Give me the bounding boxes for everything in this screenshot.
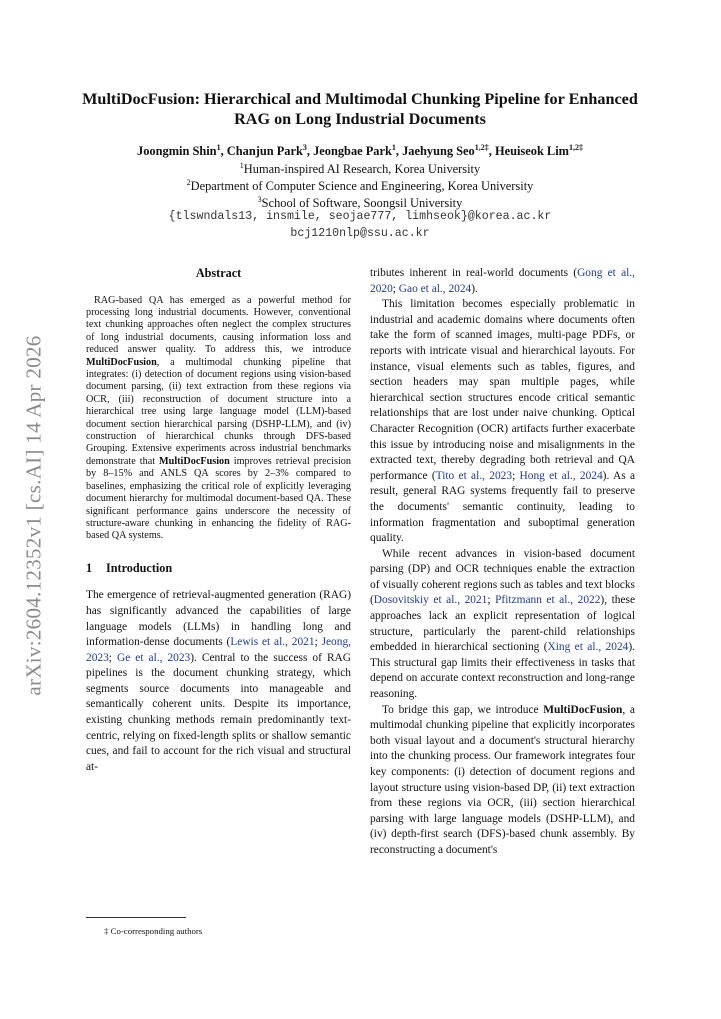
text-run: tributes inherent in real-world documents ( [370,267,578,279]
intro-paragraph-1 [86,588,351,775]
affiliation-3-text: School of Software, Soongsil University [261,196,463,211]
author-name: Joongmin Shin [137,144,217,159]
intro-paragraph-3 [370,547,635,703]
email-line-2: bcj1210nlp@ssu.ac.kr [290,227,430,240]
bold-term: MultiDocFusion [159,455,230,467]
text-run: ; [392,282,399,295]
abstract-heading: Abstract [195,266,242,280]
author-list [60,140,660,159]
footnote-divider [86,917,186,918]
text-run: The emergence of retrieval-augmented generation (RAG) has significantly advanced the capabilities of large language models (LLMs) in handling long and information-dense documents ( [86,589,351,649]
text-run: ). As a result, general RAG systems frequently fail to preserve the documents' semantic continuity, leading to information fragmentation and suboptimal generation quality. [370,469,635,545]
citation-link[interactable]: Tito et al., 2023 [435,469,513,482]
citation-link[interactable]: Pfitzmann et al., 2022 [495,594,601,607]
text-run: RAG-based QA has emerged as a powerful method for processing long industrial documents. However, conventional text chunking approaches often neglect the complex structures of long industrial documents, causing information loss and reduced answer quality. To address this, we introduce [86,294,351,356]
citation-link[interactable]: Xing et al., 2024 [547,641,629,654]
author-separator: , [395,144,403,159]
author-name: Heuiseok Lim [494,144,569,159]
intro-paragraph-1-continued [370,266,635,297]
text-run: improves retrieval precision by 8–15% and ANLS QA scores by 2–3% compared to baselines, emphasizing the critical role of explicitly leveraging document hierarchy for multimodal document-based QA. These significant performance gains underscore the necessity of structure-aware chunking in enhancing the fidelity of RAG-based QA systems. [86,455,351,542]
author-separator: , [306,144,314,159]
text-run: To bridge this gap, we introduce [382,703,544,716]
author-name: Chanjun Park [226,144,303,159]
text-run: , a multimodal chunking pipeline that explicitly incorporates both visual layout and a document's structural hierarchy into the chunking process. Our framework integrates four key components: (i) detection of document regions and layout structure using vision-based DP, (ii) text extraction from these regions via OCR, (iii) section hierarchical parsing with large language models (DSHP-LLM), and (iv) depth-first search (DFS)-based chunk assembly. By reconstructing a document's [370,703,635,856]
arxiv-identifier-stamp [14,300,54,730]
citation-link[interactable]: Lewis et al., 2021 [230,636,315,649]
author-affiliation-sup: 1,2‡ [474,143,489,152]
author-separator: , [220,144,227,159]
citation-link[interactable]: Gao et al., 2024 [398,282,472,295]
section-title: Introduction [106,560,173,575]
text-run: ; [487,594,496,607]
author-separator: , [488,144,495,159]
bold-term: MultiDocFusion [86,356,157,368]
text-run: ), these approaches lack an explicit representation of logical structure, particularly the parent-child relationships embedded in hierarchical sectioning ( [370,594,635,654]
author-affiliation-sup: 1 [216,143,221,152]
citation-link[interactable]: Ge et al., 2023 [116,651,191,664]
paper-title: MultiDocFusion: Hierarchical and Multimodal Chunking Pipeline for Enhanced RAG on Long Industrial Documents [82,90,638,128]
text-run: ; [108,651,117,664]
citation-link[interactable]: Gong et al., 2020 [370,267,635,295]
text-run: ; [512,469,520,482]
text-run: ). This structural gap limits their effectiveness in tasks that depend on accurate context reconstruction and long-range reasoning. [370,641,636,701]
author-affiliation-sup: 3 [302,143,307,152]
author-affiliation-sup: 1,2‡ [568,143,583,152]
text-run: ; [314,636,322,649]
footnote: ‡ Co-corresponding authors [104,926,203,936]
text-run: This limitation becomes especially problematic in industrial and academic domains where documents often take the form of scanned images, multi-page PDFs, or reports with intricate visual and hierarchical layouts. For instance, visual elements such as tables, figures, and section headers may span multiple pages, while hierarchical section structures encode critical semantic relationships that are lost under naive chunking. Optical Character Recognition (OCR) artifacts further exacerbate this issue by introducing noise and misalignments in the extracted text, thereby degrading both retrieval and QA performance ( [370,298,635,482]
section-heading-introduction [86,561,351,577]
section-number: 1 [86,560,93,575]
affiliation-3-sup: 3 [257,195,262,204]
email-line-1: {tlswndals13, insmile, seojae777, limhseok}@korea.ac.kr [168,210,552,223]
intro-paragraph-2 [370,297,635,547]
text-run: , a multimodal chunking pipeline that integrates: (i) detection of document regions using vision-based document parsing, (ii) text extraction from these regions via OCR, (iii) reconstruction of document structure into a hierarchical tree using large language model (LLM)-based document section hierarchical parsing (DSHP-LLM), and (iv) construction of hierarchical chunks through DFS-based Grouping. Extensive experiments across industrial benchmarks demonstrate that [86,356,351,467]
bold-term: MultiDocFusion [543,703,623,716]
author-affiliation-sup: 1 [391,143,396,152]
intro-paragraph-4 [370,703,635,859]
left-column [86,266,351,775]
right-column [370,266,635,859]
affiliation-1-sup: 1 [239,161,244,170]
citation-link[interactable]: Dosovitskiy et al., 2021 [373,594,488,607]
author-name: Jaehyung Seo [402,144,475,159]
affiliation-2-text: Department of Computer Science and Engineering, Korea University [190,179,534,194]
abstract-body [86,295,351,543]
citation-link[interactable]: Hong et al., 2024 [519,469,603,482]
text-run: While recent advances in vision-based document parsing (DP) and OCR techniques enable the extraction of visually coherent regions such as tables and text blocks ( [370,547,635,607]
author-name: Jeongbae Park [313,144,392,159]
text-run: ). [471,282,478,295]
affiliation-1-text: Human-inspired AI Research, Korea University [243,162,481,177]
arxiv-identifier-text: arXiv:2604.12352v1 [cs.AI] 14 Apr 2026 [21,334,46,696]
text-run: ). Central to the success of RAG pipelines is the document chunking strategy, which segments source documents into manageable and semantically coherent units. Despite its importance, existing chunking methods remain predominantly text-centric, relying on fixed-length splits or shallow semantic cues, and fail to account for the rich visual and structural at- [86,651,351,773]
citation-link[interactable]: Jeong, 2023 [86,636,351,664]
affiliation-2-sup: 2 [186,178,191,187]
